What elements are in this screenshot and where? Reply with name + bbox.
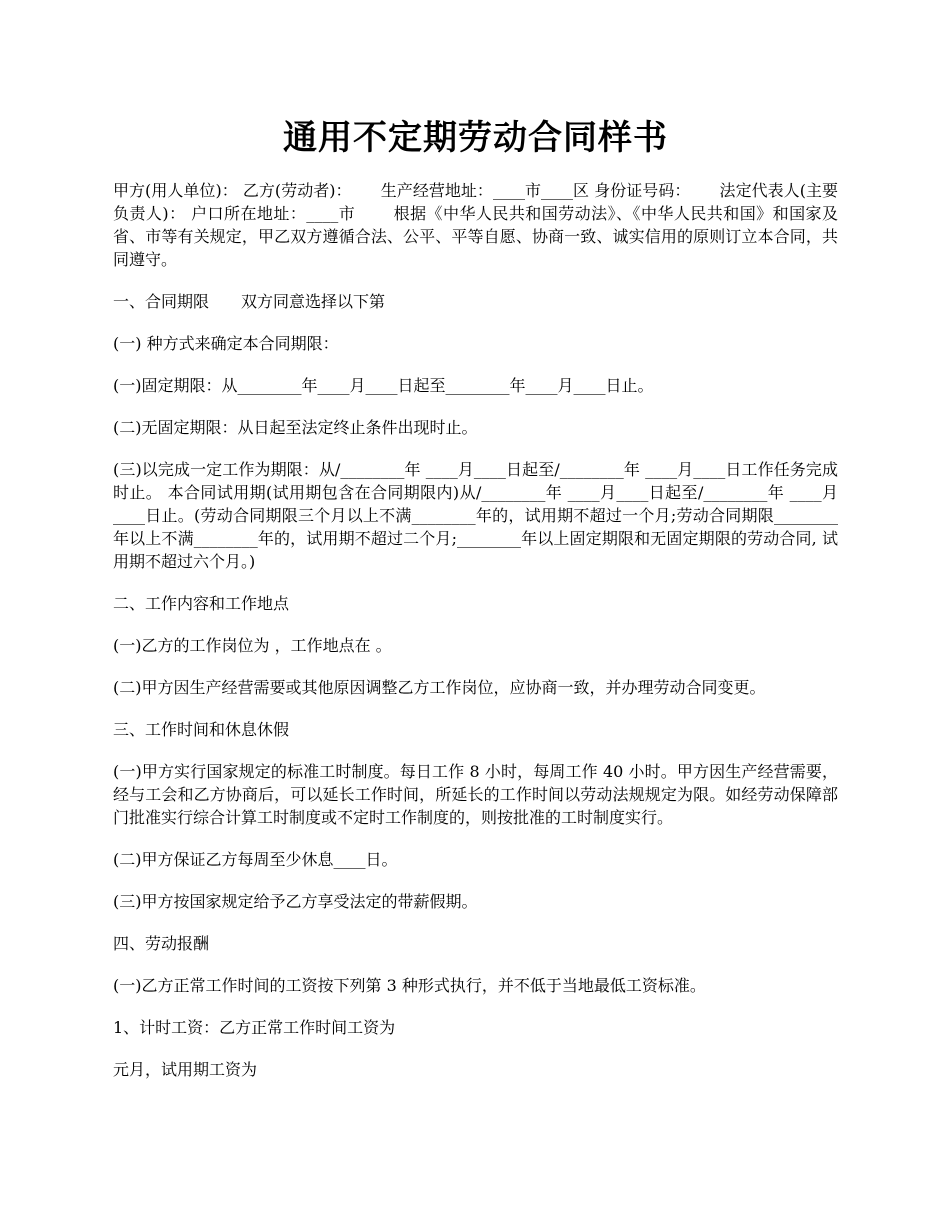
section-heading: 三、工作时间和休息休假	[113, 720, 290, 739]
paragraph: (三)甲方按国家规定给予乙方享受法定的带薪假期。	[113, 892, 478, 911]
document-body	[113, 179, 838, 1081]
paragraph: (一)甲方实行国家规定的标准工时制度。每日工作 8 小时，每周工作 40 小时。甲方因生产经营需要，经与工会和乙方协商后，可以延长工作时间，所延长的工作时间以劳动法规规定为限。如经劳动保障部门批准实行综合计算工时制度或不定时工作制度的，则按批准的工时制度实行。	[113, 762, 838, 827]
document-page	[113, 0, 838, 1100]
paragraph: (一)乙方的工作岗位为 ，工作地点在 。	[113, 636, 392, 655]
paragraph: (一) 种方式来确定本合同期限：	[113, 334, 339, 353]
paragraph: (二)甲方因生产经营需要或其他原因调整乙方工作岗位，应协商一致，并办理劳动合同变更。	[113, 678, 766, 697]
paragraph: (一)乙方正常工作时间的工资按下列第 3 种形式执行，并不低于当地最低工资标准。	[113, 976, 706, 995]
section-heading: 一、合同期限 双方同意选择以下第	[113, 292, 386, 311]
paragraph: (二)甲方保证乙方每周至少休息____日。	[113, 850, 398, 869]
paragraph: 1、计时工资：乙方正常工作时间工资为	[113, 1018, 396, 1037]
paragraph: (二)无固定期限：从日起至法定终止条件出现时止。	[113, 418, 478, 437]
document-title: 通用不定期劳动合同样书	[283, 118, 668, 158]
intro-paragraph: 甲方(用人单位)： 乙方(劳动者)： 生产经营地址：____市____区 身份证号码： 法定代表人(主要负责人)： 户口所在地址：____市 根据《中华人民共和国劳动法》、《中华人民共和国》和国家及省、市等有关规定，甲乙双方遵循合法、公平、平等自愿、协商一致、诚实信用的原则订立本合同，共同遵守。	[113, 181, 838, 269]
section-heading: 二、工作内容和工作地点	[113, 594, 290, 613]
paragraph: 元月，试用期工资为	[113, 1060, 258, 1079]
paragraph: (三)以完成一定工作为期限：从/________年 ____月____日起至/________年 ____月____日工作任务完成时止。 本合同试用期(试用期包含在合同期限内)从/________年 ____月____日起至/________年 ____月____日止。(劳动合同期限三个月以上不满________年的，试用期不超过一个月;劳动合同期限________年以上不满________年的，试用期不超过二个月;________年以上固定期限和无固定期限的劳动合同, 试用期不超过六个月。)	[113, 460, 838, 571]
paragraph: (一)固定期限：从________年____月____日起至________年____月____日止。	[113, 376, 654, 395]
section-heading: 四、劳动报酬	[113, 934, 210, 953]
